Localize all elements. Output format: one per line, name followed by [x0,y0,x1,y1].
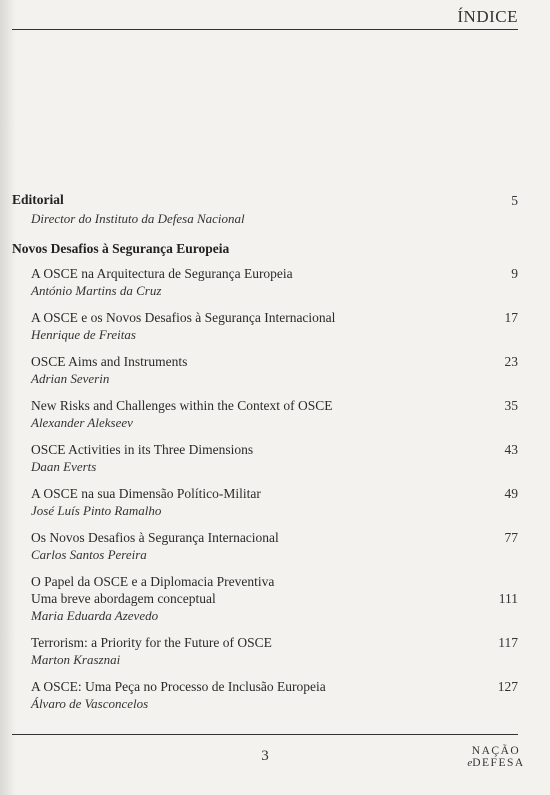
header-rule [12,29,518,30]
toc-section-editorial [12,192,518,227]
toc-entry[interactable] [12,265,518,299]
toc-entry[interactable] [12,485,518,519]
entry-title: Os Novos Desafios à Segurança Internacional [31,530,279,545]
page-number: 111 [498,591,518,606]
toc-entry[interactable] [12,397,518,431]
entry-title: OSCE Aims and Instruments [31,354,188,369]
table-of-contents [12,192,518,712]
section-title: Editorial [12,192,64,207]
entry-title: Terrorism: a Priority for the Future of OSCE [31,635,272,650]
toc-entry[interactable] [12,309,518,343]
entry-author: Henrique de Freitas [31,327,136,342]
logo-line1: NAÇÃO [471,745,521,757]
entry-author: Carlos Santos Pereira [31,547,147,562]
entry-author: Maria Eduarda Azevedo [31,608,159,623]
page-number: 43 [504,442,518,457]
section-title: Novos Desafios à Segurança Europeia [12,241,230,256]
page-number: 127 [497,679,518,694]
toc-entry[interactable] [12,441,518,475]
entry-title: A OSCE: Uma Peça no Processo de Inclusão Europeia [31,679,326,694]
toc-entry[interactable] [12,678,518,712]
toc-section-heading [12,241,518,257]
entry-title: A OSCE na Arquitectura de Segurança Europeia [31,266,293,281]
toc-entries [12,265,518,712]
page-number: 35 [504,398,518,413]
entry-author: Daan Everts [31,459,97,474]
entry-title: O Papel da OSCE e a Diplomacia Preventiva [31,574,275,589]
toc-entry[interactable] [12,529,518,563]
entry-author: António Martins da Cruz [31,283,162,298]
entry-title: A OSCE e os Novos Desafios à Segurança Internacional [31,310,336,325]
running-header: ÍNDICE [457,7,518,26]
footer-rule [12,734,518,735]
entry-author: Álvaro de Vasconcelos [31,696,149,711]
page-number: 117 [498,635,518,650]
page-number: 77 [504,530,518,545]
page-number: 9 [511,266,518,281]
entry-title: New Risks and Challenges within the Context of OSCE [31,398,333,413]
entry-author: Marton Krasznai [31,652,121,667]
entry-author: Alexander Alekseev [31,415,133,430]
logo-line2: DEFESA [472,757,525,769]
toc-entry[interactable] [12,573,518,624]
entry-title: A OSCE na sua Dimensão Político-Militar [31,486,261,501]
toc-entry[interactable] [12,634,518,668]
logo-amp: e [467,757,473,769]
page-number: 23 [504,354,518,369]
entry-author: Adrian Severin [31,371,110,386]
entry-subtitle: Uma breve abordagem conceptual [31,591,216,606]
entry-author: Director do Instituto da Defesa Nacional [31,211,245,226]
entry-author: José Luís Pinto Ramalho [31,503,162,518]
page-number: 5 [511,193,518,208]
entry-title: OSCE Activities in its Three Dimensions [31,442,254,457]
publication-logo [464,745,528,769]
folio-page-number: 3 [261,748,269,764]
page-number: 49 [504,486,518,501]
toc-entry[interactable] [12,353,518,387]
page-number: 17 [504,310,518,325]
